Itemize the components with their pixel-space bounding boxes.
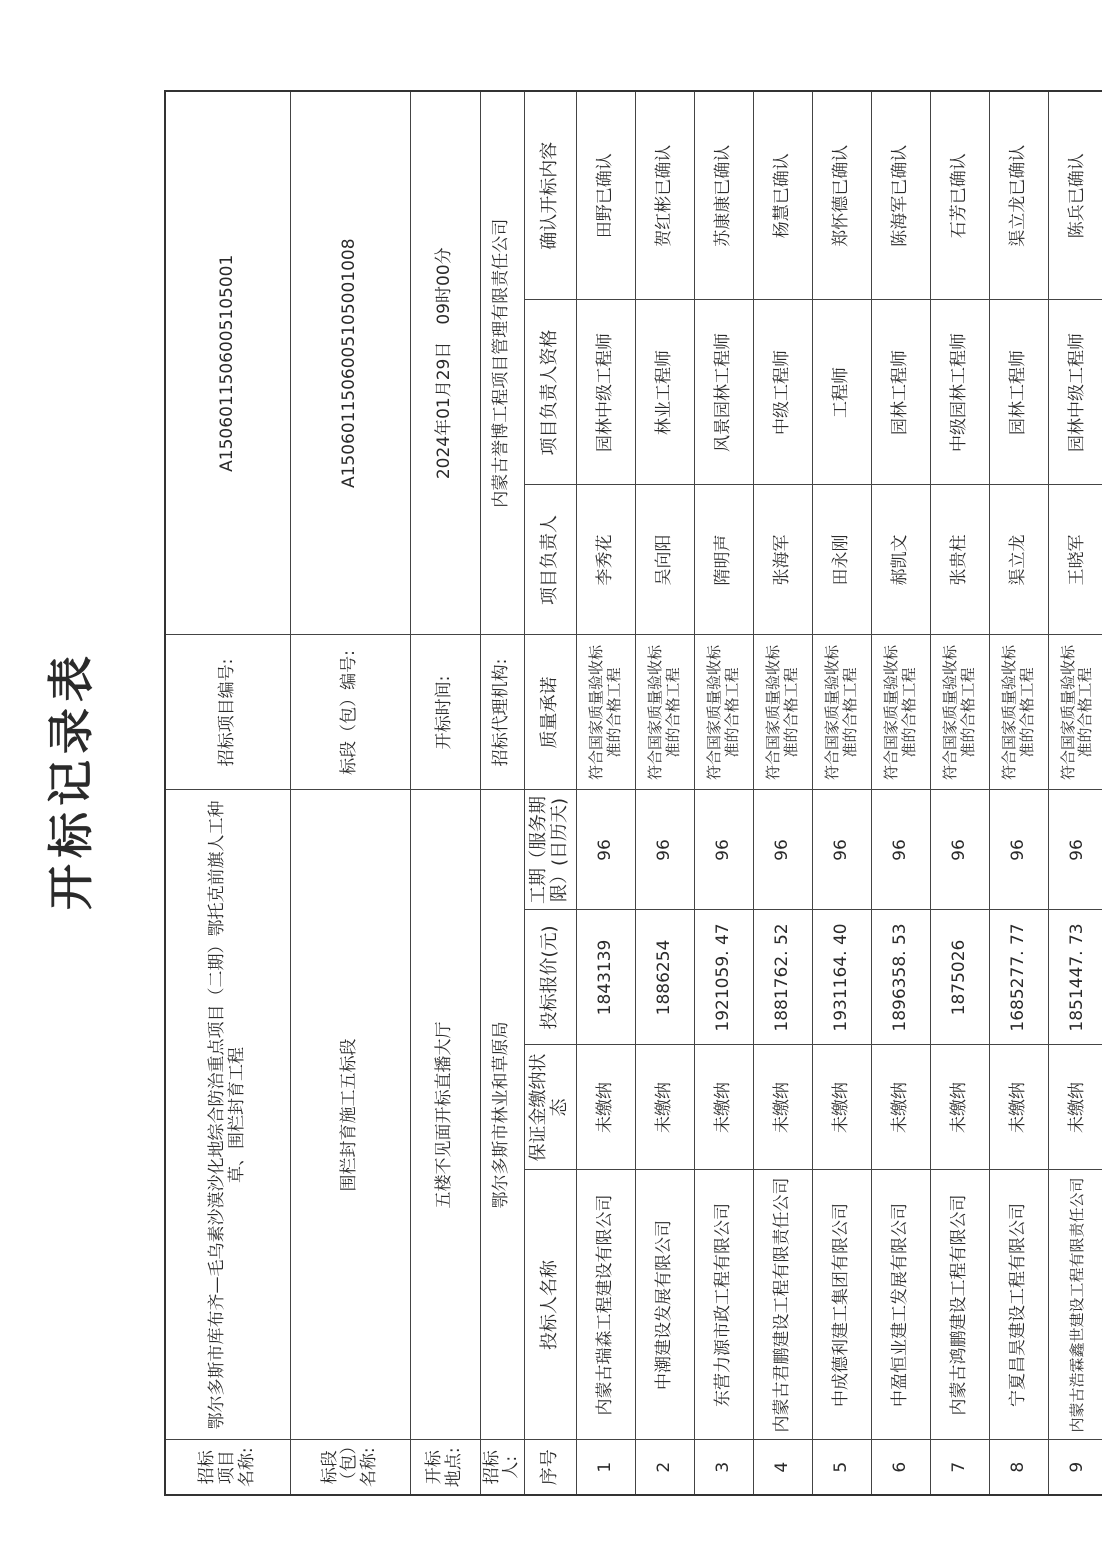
bidder-name: 内蒙古君鹏建设工程有限责任公司 bbox=[753, 1170, 812, 1440]
project-manager: 张海军 bbox=[753, 485, 812, 635]
confirmation: 郑怀德已确认 bbox=[812, 91, 871, 300]
deposit-status: 未缴纳 bbox=[576, 1045, 635, 1170]
lot-code-label: 标段（包）编号: bbox=[290, 635, 410, 790]
bidder-name: 内蒙古鸿鹏建设工程有限公司 bbox=[930, 1170, 989, 1440]
quality-commitment: 符合国家质量验收标准的合格工程 bbox=[635, 635, 694, 790]
quality-commitment: 符合国家质量验收标准的合格工程 bbox=[694, 635, 753, 790]
lot-name: 围栏封育施工五标段 bbox=[290, 790, 410, 1440]
manager-qualification: 中级园林工程师 bbox=[930, 300, 989, 485]
deposit-status: 未缴纳 bbox=[1048, 1045, 1102, 1170]
confirmation: 陈兵已确认 bbox=[1048, 91, 1102, 300]
column-header-row bbox=[524, 91, 576, 1495]
project-name: 鄂尔多斯市库布齐—毛乌素沙漠沙化地综合防治重点项目（二期）鄂托克前旗人工种草、围栏封育工程 bbox=[165, 790, 290, 1440]
table-row bbox=[635, 91, 694, 1495]
table-row bbox=[930, 91, 989, 1495]
bid-price: 1896358. 53 bbox=[871, 910, 930, 1045]
table-row bbox=[694, 91, 753, 1495]
tenderer: 鄂尔多斯市林业和草原局 bbox=[480, 790, 524, 1440]
table-row bbox=[753, 91, 812, 1495]
confirmation: 贺红彬已确认 bbox=[635, 91, 694, 300]
row-no: 9 bbox=[1048, 1440, 1102, 1495]
manager-qualification: 工程师 bbox=[812, 300, 871, 485]
manager-qualification: 中级工程师 bbox=[753, 300, 812, 485]
quality-commitment: 符合国家质量验收标准的合格工程 bbox=[576, 635, 635, 790]
confirmation: 杨慧已确认 bbox=[753, 91, 812, 300]
opening-time: 2024年01月29日 09时00分 bbox=[410, 91, 480, 635]
row-no: 1 bbox=[576, 1440, 635, 1495]
confirmation: 渠立龙已确认 bbox=[989, 91, 1048, 300]
table-row bbox=[576, 91, 635, 1495]
page-title: 开标记录表 bbox=[44, 650, 98, 910]
project-manager: 田永刚 bbox=[812, 485, 871, 635]
row-no: 5 bbox=[812, 1440, 871, 1495]
project-manager: 吴向阳 bbox=[635, 485, 694, 635]
tenderer-label: 招标人: bbox=[480, 1440, 524, 1495]
service-period: 96 bbox=[576, 790, 635, 910]
bid-price: 1875026 bbox=[930, 910, 989, 1045]
col-header-deposit: 保证金缴纳状态 bbox=[524, 1045, 576, 1170]
location-label: 开标地点: bbox=[410, 1440, 480, 1495]
location-row bbox=[410, 91, 480, 1495]
table-row bbox=[812, 91, 871, 1495]
service-period: 96 bbox=[989, 790, 1048, 910]
rotated-sheet bbox=[26, 40, 1095, 1520]
project-code: A1506011506005105001 bbox=[165, 91, 290, 635]
row-no: 6 bbox=[871, 1440, 930, 1495]
project-manager: 李秀花 bbox=[576, 485, 635, 635]
lot-name-label: 标段（包）名称: bbox=[290, 1440, 410, 1495]
bidder-name: 东营力源市政工程有限公司 bbox=[694, 1170, 753, 1440]
col-header-qualification: 项目负责人资格 bbox=[524, 300, 576, 485]
bid-price: 1685277. 77 bbox=[989, 910, 1048, 1045]
row-no: 4 bbox=[753, 1440, 812, 1495]
row-no: 7 bbox=[930, 1440, 989, 1495]
service-period: 96 bbox=[871, 790, 930, 910]
project-manager: 郝凯文 bbox=[871, 485, 930, 635]
confirmation: 田野已确认 bbox=[576, 91, 635, 300]
manager-qualification: 园林工程师 bbox=[871, 300, 930, 485]
lot-code: A15060115060051050010​08 bbox=[290, 91, 410, 635]
service-period: 96 bbox=[812, 790, 871, 910]
service-period: 96 bbox=[694, 790, 753, 910]
quality-commitment: 符合国家质量验收标准的合格工程 bbox=[753, 635, 812, 790]
confirmation: 陈海军已确认 bbox=[871, 91, 930, 300]
row-no: 2 bbox=[635, 1440, 694, 1495]
quality-commitment: 符合国家质量验收标准的合格工程 bbox=[930, 635, 989, 790]
service-period: 96 bbox=[635, 790, 694, 910]
manager-qualification: 林业工程师 bbox=[635, 300, 694, 485]
service-period: 96 bbox=[753, 790, 812, 910]
deposit-status: 未缴纳 bbox=[989, 1045, 1048, 1170]
bid-price: 1886254 bbox=[635, 910, 694, 1045]
project-manager: 张贵柱 bbox=[930, 485, 989, 635]
confirmation: 石芳已确认 bbox=[930, 91, 989, 300]
project-name-label: 招标项目名称: bbox=[165, 1440, 290, 1495]
bid-price: 1921059. 47 bbox=[694, 910, 753, 1045]
bid-price: 1843139 bbox=[576, 910, 635, 1045]
lot-row bbox=[290, 91, 410, 1495]
table-row bbox=[989, 91, 1048, 1495]
deposit-status: 未缴纳 bbox=[635, 1045, 694, 1170]
tenderer-row bbox=[480, 91, 524, 1495]
manager-qualification: 园林工程师 bbox=[989, 300, 1048, 485]
col-header-price: 投标报价(元) bbox=[524, 910, 576, 1045]
table-row bbox=[871, 91, 930, 1495]
row-no: 3 bbox=[694, 1440, 753, 1495]
manager-qualification: 风景园林工程师 bbox=[694, 300, 753, 485]
bidder-name: 中盈恒业建工发展有限公司 bbox=[871, 1170, 930, 1440]
deposit-status: 未缴纳 bbox=[871, 1045, 930, 1170]
time-label: 开标时间: bbox=[410, 635, 480, 790]
bidder-name: 中成德利建工集团有限公司 bbox=[812, 1170, 871, 1440]
quality-commitment: 符合国家质量验收标准的合格工程 bbox=[989, 635, 1048, 790]
project-manager: 隋明声 bbox=[694, 485, 753, 635]
col-header-bidder: 投标人名称 bbox=[524, 1170, 576, 1440]
quality-commitment: 符合国家质量验收标准的合格工程 bbox=[1048, 635, 1102, 790]
service-period: 96 bbox=[1048, 790, 1102, 910]
quality-commitment: 符合国家质量验收标准的合格工程 bbox=[871, 635, 930, 790]
service-period: 96 bbox=[930, 790, 989, 910]
bidder-name: 宁夏昌昊建设工程有限公司 bbox=[989, 1170, 1048, 1440]
col-header-quality: 质量承诺 bbox=[524, 635, 576, 790]
project-manager: 王晓军 bbox=[1048, 485, 1102, 635]
quality-commitment: 符合国家质量验收标准的合格工程 bbox=[812, 635, 871, 790]
project-manager: 渠立龙 bbox=[989, 485, 1048, 635]
col-header-no: 序号 bbox=[524, 1440, 576, 1495]
bid-price: 1931164. 40 bbox=[812, 910, 871, 1045]
agency: 内蒙古誉博工程项目管理有限责任公司 bbox=[480, 91, 524, 635]
bidder-name: 中潮建设发展有限公司 bbox=[635, 1170, 694, 1440]
bid-price: 1851447. 73 bbox=[1048, 910, 1102, 1045]
project-row bbox=[165, 91, 290, 1495]
bidder-name: 内蒙古瑞森工程建设有限公司 bbox=[576, 1170, 635, 1440]
manager-qualification: 园林中级工程师 bbox=[1048, 300, 1102, 485]
col-header-period: 工期（服务期限）(日历天) bbox=[524, 790, 576, 910]
manager-qualification: 园林中级工程师 bbox=[576, 300, 635, 485]
bid-opening-table bbox=[164, 90, 1102, 1496]
deposit-status: 未缴纳 bbox=[930, 1045, 989, 1170]
table-row bbox=[1048, 91, 1102, 1495]
col-header-manager: 项目负责人 bbox=[524, 485, 576, 635]
location: 五楼不见面开标直播大厅 bbox=[410, 790, 480, 1440]
bid-price: 1881762. 52 bbox=[753, 910, 812, 1045]
agency-label: 招标代理机构: bbox=[480, 635, 524, 790]
deposit-status: 未缴纳 bbox=[694, 1045, 753, 1170]
col-header-confirm: 确认开标内容 bbox=[524, 91, 576, 300]
confirmation: 苏康康已确认 bbox=[694, 91, 753, 300]
deposit-status: 未缴纳 bbox=[812, 1045, 871, 1170]
deposit-status: 未缴纳 bbox=[753, 1045, 812, 1170]
row-no: 8 bbox=[989, 1440, 1048, 1495]
project-code-label: 招标项目编号: bbox=[165, 635, 290, 790]
bidder-name: 内蒙古浩霖鑫世建设工程有限责任公司 bbox=[1048, 1170, 1102, 1440]
